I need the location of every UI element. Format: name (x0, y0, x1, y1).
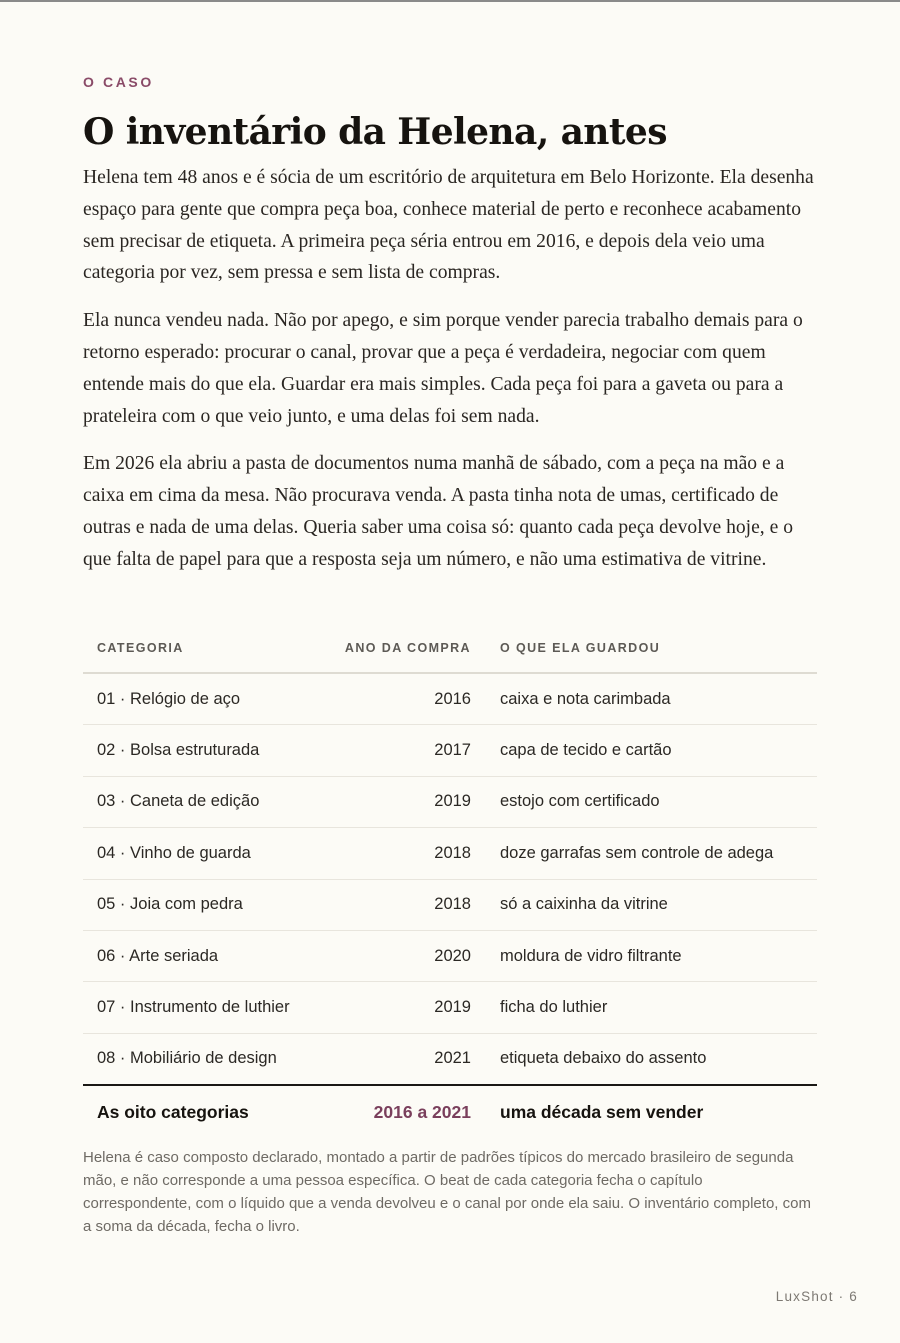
cell-kept: capa de tecido e cartão (500, 741, 672, 760)
cell-category: 01 · Relógio de aço (97, 689, 241, 708)
cell-kept: estojo com certificado (500, 792, 660, 811)
cell-year: 2017 (434, 741, 471, 760)
section-eyebrow: O CASO (83, 74, 154, 90)
footer-year: 2016 a 2021 (373, 1102, 471, 1123)
header-kept: O QUE ELA GUARDOU (500, 641, 661, 655)
cell-year: 2019 (434, 998, 471, 1017)
cell-year: 2018 (434, 895, 471, 914)
table-row (83, 777, 817, 828)
paragraph-2: Ela nunca vendeu nada. Não por apego, e sim porque vender parecia trabalho demais para o retorno esperado: procurar o canal, provar que a peça é verdadeira, negociar com quem entende mais do que ela. Guardar era mais simples. Cada peça foi para a gaveta ou para a prateleira com o que veio junto, e uma delas foi sem nada. (83, 310, 803, 427)
cell-year: 2016 (434, 689, 471, 708)
top-border (0, 0, 900, 2)
cell-category: 04 · Vinho de guarda (97, 843, 251, 862)
footer-category: As oito categorias (97, 1102, 249, 1123)
cell-category: 06 · Arte seriada (97, 946, 219, 965)
cell-year: 2018 (434, 843, 471, 862)
cell-category: 02 · Bolsa estruturada (97, 741, 260, 760)
cell-category: 07 · Instrumento de luthier (97, 998, 290, 1017)
header-year: ANO DA COMPRA (344, 641, 471, 655)
footer-kept: uma década sem vender (500, 1102, 704, 1123)
table-row (83, 982, 817, 1033)
table-row (83, 828, 817, 879)
cell-category: 05 · Joia com pedra (97, 895, 243, 914)
table-row (83, 725, 817, 776)
cell-kept: caixa e nota carimbada (500, 689, 671, 708)
paragraph-3: Em 2026 ela abriu a pasta de documentos numa manhã de sábado, com a peça na mão e a caixa em cima da mesa. Não procurava venda. A pasta tinha nota de umas, certificado de outras e nada de uma delas. Queria saber uma coisa só: quanto cada peça devolve hoje, e o que falta de papel para que a resposta seja um número, e não uma estimativa de vitrine. (83, 453, 793, 570)
inventory-table (83, 624, 817, 1140)
cell-year: 2019 (434, 792, 471, 811)
cell-kept: só a caixinha da vitrine (500, 895, 668, 914)
cell-category: 08 · Mobiliário de design (97, 1049, 277, 1068)
cell-kept: doze garrafas sem controle de adega (500, 843, 774, 862)
table-row (83, 1034, 817, 1086)
header-category: CATEGORIA (97, 641, 184, 655)
cell-kept: etiqueta debaixo do assento (500, 1049, 707, 1068)
table-row (83, 931, 817, 982)
table-row (83, 674, 817, 725)
table-row (83, 880, 817, 931)
cell-kept: ficha do luthier (500, 998, 608, 1017)
cell-kept: moldura de vidro filtrante (500, 946, 682, 965)
page-title: O inventário da Helena, antes (83, 111, 667, 153)
cell-category: 03 · Caneta de edição (97, 792, 260, 811)
table-footer (83, 1086, 817, 1140)
cell-year: 2020 (434, 946, 471, 965)
footnote: Helena é caso composto declarado, montado a partir de padrões típicos do mercado brasileiro de segunda mão, e não corresponde a uma pessoa específica. O beat de cada categoria fecha o capítulo correspondente, com o líquido que a venda devolveu e o canal por onde ela saiu. O inventário completo, com a soma da década, fecha o livro. (83, 1149, 811, 1235)
page-folio: LuxShot · 6 (775, 1289, 858, 1304)
table-header (83, 624, 817, 674)
body-text (83, 162, 817, 592)
paragraph-1: Helena tem 48 anos e é sócia de um escritório de arquitetura em Belo Horizonte. Ela desenha espaço para gente que compra peça boa, conhece material de perto e reconhece acabamento sem precisar de etiqueta. A primeira peça séria entrou em 2016, e depois dela veio uma categoria por vez, sem pressa e sem lista de compras. (83, 167, 814, 284)
cell-year: 2021 (434, 1049, 471, 1068)
